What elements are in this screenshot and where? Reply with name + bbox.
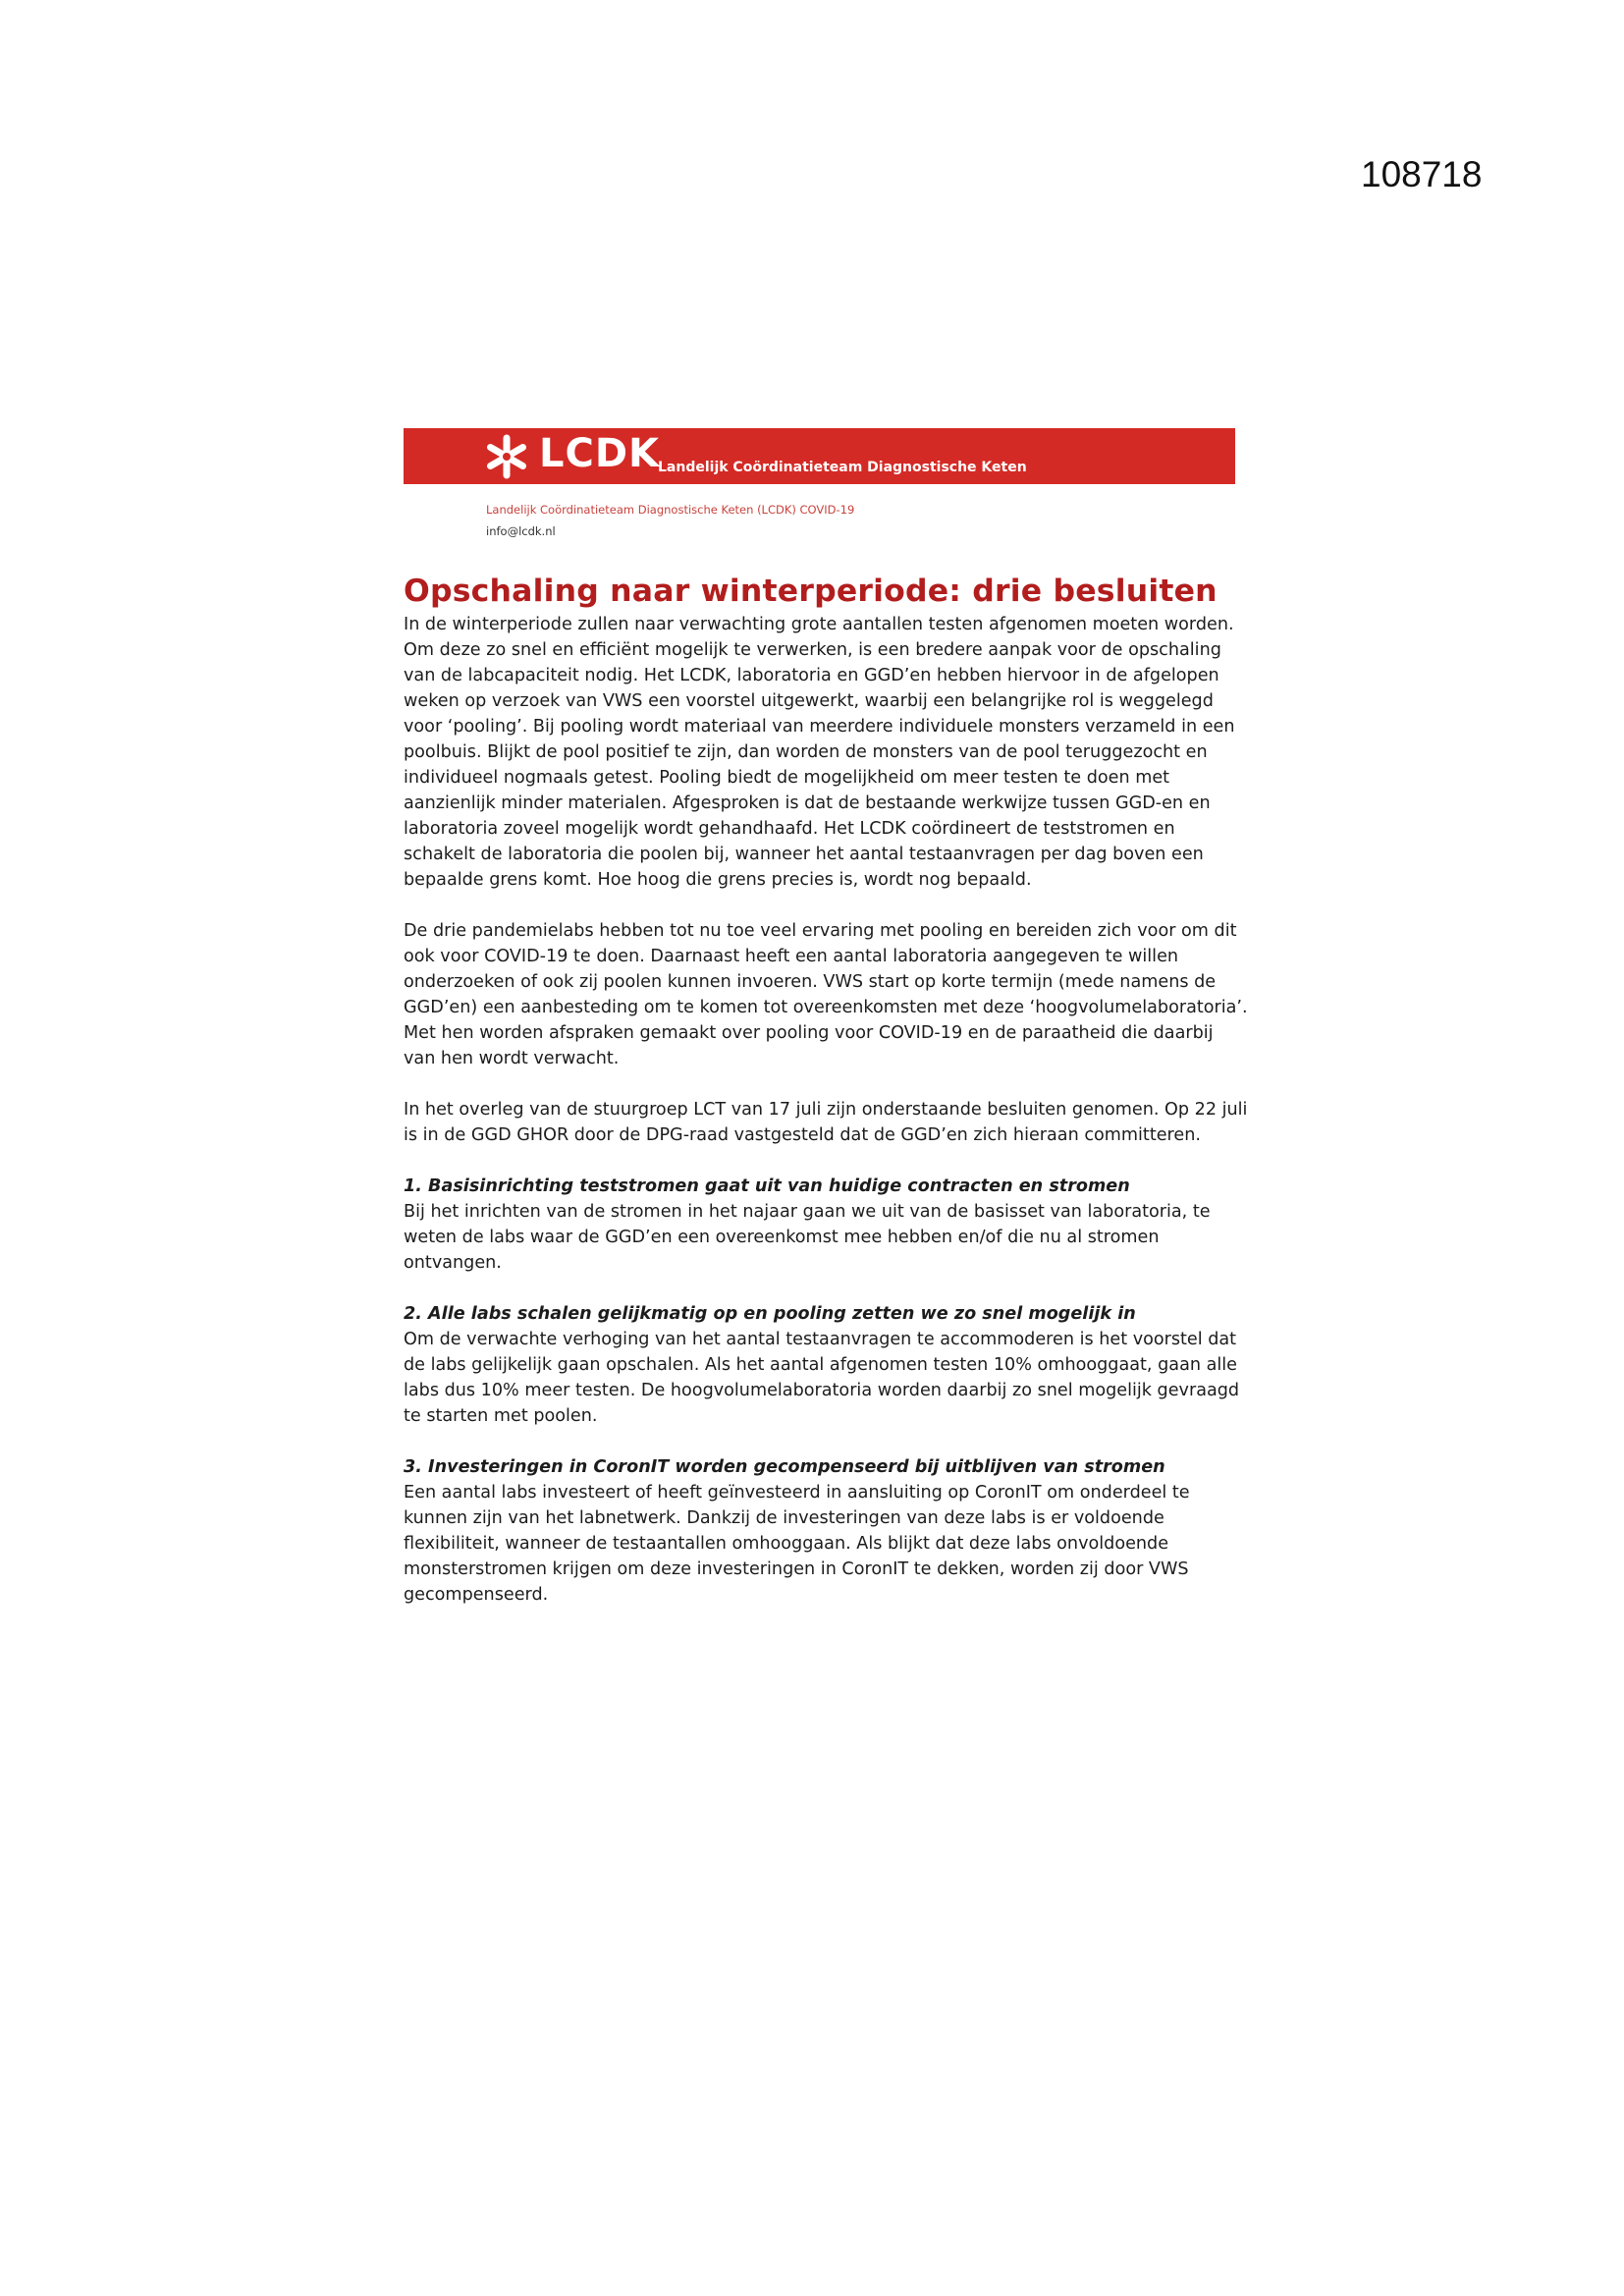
decision-heading-2: 2. Alle labs schalen gelijkmatig op en pooling zetten we zo snel mogelijk in: [404, 1304, 1136, 1324]
decision-body-1: Bij het inrichten van de stromen in het najaar gaan we uit van de basisset van laboratoria, te weten de labs waar de GGD’en een overeenkomst mee hebben en/of die nu al stromen ontvangen.: [404, 1202, 1211, 1273]
intro-paragraph-3: In het overleg van de stuurgroep LCT van 17 juli zijn onderstaande besluiten genomen. Op 22 juli is in de GGD GHOR door de DPG-raad vastgesteld dat de GGD’en zich hieraan committeren.: [404, 1100, 1248, 1145]
organisation-line: Landelijk Coördinatieteam Diagnostische Keten (LCDK) COVID-19: [486, 503, 855, 517]
lcdk-star-logo-icon: [484, 434, 529, 479]
decision-section-1: [404, 1174, 1248, 1276]
decision-heading-3: 3. Investeringen in CoronIT worden gecompenseerd bij uitblijven van stromen: [404, 1457, 1165, 1477]
decision-body-3: Een aantal labs investeert of heeft geïnvesteerd in aansluiting op CoronIT om onderdeel te kunnen zijn van het labnetwerk. Dankzij de investeringen van deze labs is er voldoende flexibiliteit, wanneer de testaantallen omhooggaan. Als blijkt dat deze labs onvoldoende monsterstromen krijgen om deze investeringen in CoronIT te dekken, worden zij door VWS gecompenseerd.: [404, 1483, 1190, 1605]
decision-section-2: [404, 1301, 1248, 1429]
logo-subtitle: Landelijk Coördinatieteam Diagnostische Keten: [658, 460, 1027, 475]
intro-paragraph-2: De drie pandemielabs hebben tot nu toe veel ervaring met pooling en bereiden zich voor om dit ook voor COVID-19 te doen. Daarnaast heeft een aantal laboratoria aangegeven te willen onderzoeken of ook zij poolen kunnen invoeren. VWS start op korte termijn (mede namens de GGD’en) een aanbesteding om te komen tot overeenkomsten met deze ‘hoogvolumelaboratoria’. Met hen worden afspraken gemaakt over pooling voor COVID-19 en de paraatheid die daarbij van hen wordt verwacht.: [404, 921, 1248, 1068]
contact-email: info@lcdk.nl: [486, 524, 556, 538]
decision-heading-1: 1. Basisinrichting teststromen gaat uit van huidige contracten en stromen: [404, 1176, 1130, 1196]
decision-section-3: [404, 1454, 1248, 1608]
logo-text: LCDK: [539, 431, 661, 476]
intro-paragraph-1: In de winterperiode zullen naar verwachting grote aantallen testen afgenomen moeten worden. Om deze zo snel en efficiënt mogelijk te verwerken, is een bredere aanpak voor de opschaling van de labcapaciteit nodig. Het LCDK, laboratoria en GGD’en hebben hiervoor in de afgelopen weken op verzoek van VWS een voorstel uitgewerkt, waarbij een belangrijke rol is weggelegd voor ‘pooling’. Bij pooling wordt materiaal van meerdere individuele monsters verzameld in een poolbuis. Blijkt de pool positief te zijn, dan worden de monsters van de pool teruggezocht en individueel nogmaals getest. Pooling biedt de mogelijkheid om meer testen te doen met aanzienlijk minder materialen. Afgesproken is dat de bestaande werkwijze tussen GGD-en en laboratoria zoveel mogelijk wordt gehandhaafd. Het LCDK coördineert de teststromen en schakelt de laboratoria die poolen bij, wanneer het aantal testaanvragen per dag boven een bepaalde grens komt. Hoe hoog die grens precies is, wordt nog bepaald.: [404, 615, 1235, 890]
header-banner: [404, 428, 1235, 484]
page-title: Opschaling naar winterperiode: drie besluiten: [404, 574, 1218, 609]
document-number: 108718: [1361, 154, 1483, 194]
document-body: [404, 573, 1248, 1608]
decision-body-2: Om de verwachte verhoging van het aantal testaanvragen te accommoderen is het voorstel dat de labs gelijkelijk gaan opschalen. Als het aantal afgenomen testen 10% omhooggaat, gaan alle labs dus 10% meer testen. De hoogvolumelaboratoria worden daarbij zo snel mogelijk gevraagd te starten met poolen.: [404, 1330, 1240, 1426]
